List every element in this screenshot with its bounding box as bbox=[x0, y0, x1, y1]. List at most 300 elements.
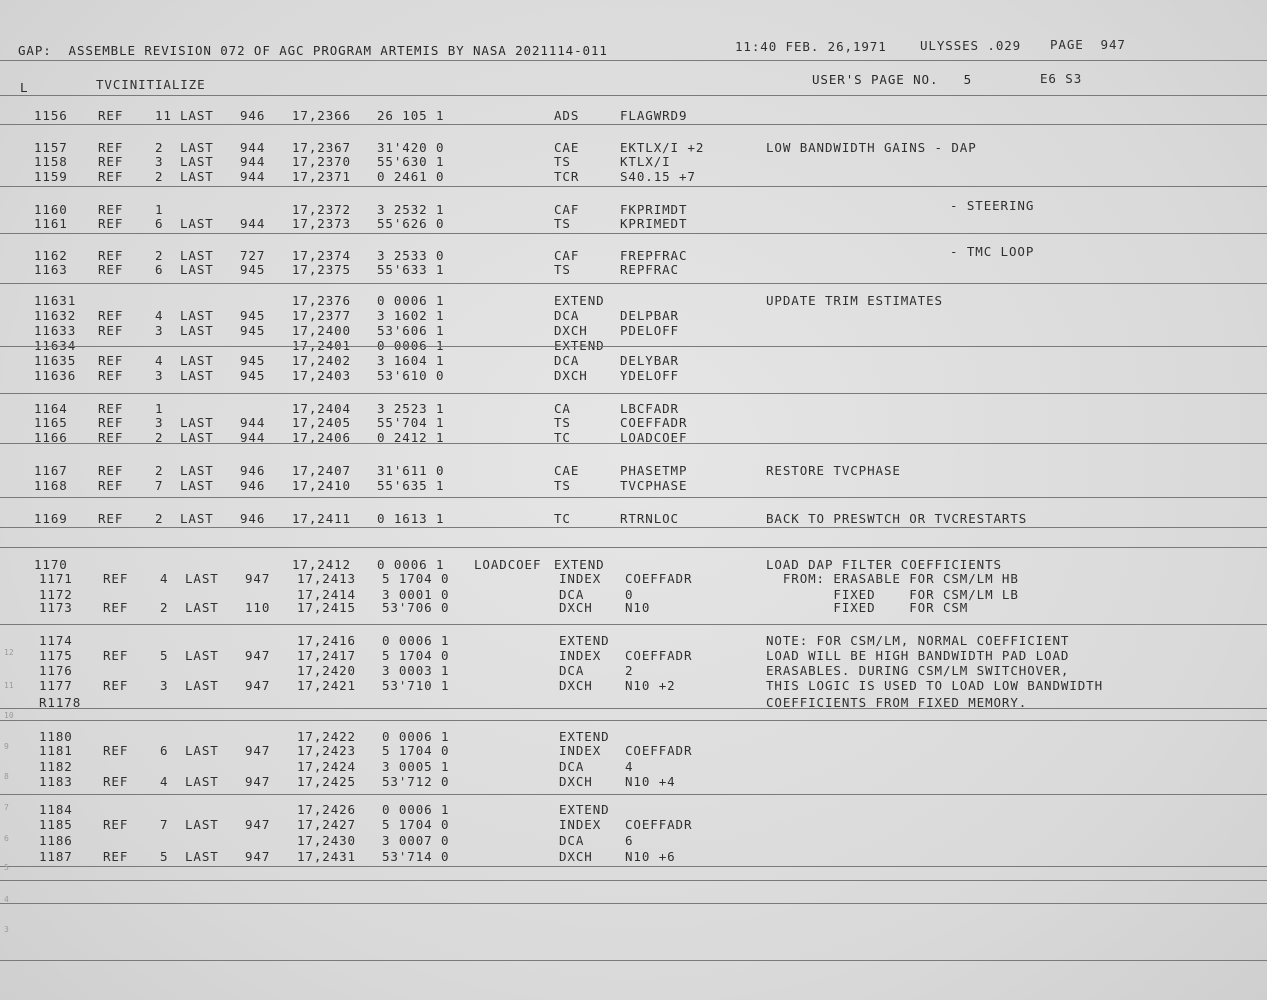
row-operand: N10 +6 bbox=[625, 849, 676, 864]
row-line: 1170 bbox=[34, 557, 68, 572]
row-comment: RESTORE TVCPHASE bbox=[766, 463, 901, 478]
row-op: INDEX bbox=[559, 743, 602, 758]
row-ref: REF bbox=[103, 600, 129, 615]
row-operand: KTLX/I bbox=[620, 154, 671, 169]
row-op: TC bbox=[554, 430, 571, 445]
ruled-line bbox=[0, 866, 1267, 867]
margin-mark: 8 bbox=[4, 772, 9, 781]
row-op: TS bbox=[554, 262, 571, 277]
header-title: GAP: ASSEMBLE REVISION 072 OF AGC PROGRAM ARTEMIS BY NASA 2021114-011 bbox=[18, 43, 608, 58]
row-op: EXTEND bbox=[559, 729, 610, 744]
row-comment: BACK TO PRESWTCH OR TVCRESTARTS bbox=[766, 511, 1028, 526]
row-code: 5 1704 0 bbox=[382, 571, 450, 586]
row-comment: LOW BANDWIDTH GAINS - DAP bbox=[766, 140, 977, 155]
row-last: LAST bbox=[180, 478, 214, 493]
row-last: LAST bbox=[180, 463, 214, 478]
ruled-line bbox=[0, 960, 1267, 961]
row-operand: KPRIMEDT bbox=[620, 216, 688, 231]
row-comment: - TMC LOOP bbox=[950, 244, 1035, 259]
row-last: LAST bbox=[185, 849, 219, 864]
row-last: LAST bbox=[180, 262, 214, 277]
row-lastno: 947 bbox=[245, 817, 271, 832]
row-operand: RTRNLOC bbox=[620, 511, 679, 526]
row-last: LAST bbox=[185, 648, 219, 663]
row-ref: REF bbox=[98, 202, 124, 217]
row-ref: REF bbox=[103, 678, 129, 693]
row-addr: 17,2372 bbox=[292, 202, 351, 217]
row-refno: 4 bbox=[155, 353, 164, 368]
row-line: 11635 bbox=[34, 353, 77, 368]
ruled-line bbox=[0, 283, 1267, 284]
row-comment: - STEERING bbox=[950, 198, 1035, 213]
row-op: EXTEND bbox=[554, 338, 605, 353]
row-line: 1186 bbox=[39, 833, 73, 848]
row-code: 0 0006 1 bbox=[377, 557, 445, 572]
row-operand: FREPFRAC bbox=[620, 248, 688, 263]
row-code: 5 1704 0 bbox=[382, 817, 450, 832]
ruled-line bbox=[0, 186, 1267, 187]
row-code: 53'610 0 bbox=[377, 368, 445, 383]
row-operand: N10 bbox=[625, 600, 651, 615]
row-operand: LOADCOEF bbox=[620, 430, 688, 445]
row-line: 1175 bbox=[39, 648, 73, 663]
row-lastno: 945 bbox=[240, 368, 266, 383]
row-last: LAST bbox=[185, 678, 219, 693]
row-lastno: 947 bbox=[245, 743, 271, 758]
row-op: CA bbox=[554, 401, 571, 416]
row-op: TCR bbox=[554, 169, 580, 184]
row-last: LAST bbox=[185, 571, 219, 586]
row-refno: 2 bbox=[160, 600, 169, 615]
row-code: 3 2523 1 bbox=[377, 401, 445, 416]
row-comment: THIS LOGIC IS USED TO LOAD LOW BANDWIDTH bbox=[766, 678, 1104, 693]
ruled-line bbox=[0, 903, 1267, 904]
row-lastno: 947 bbox=[245, 648, 271, 663]
margin-mark: 12 bbox=[4, 648, 14, 657]
row-lastno: 944 bbox=[240, 415, 266, 430]
row-last: LAST bbox=[180, 248, 214, 263]
row-line: 1166 bbox=[34, 430, 68, 445]
row-line: 1187 bbox=[39, 849, 73, 864]
row-comment: LOAD WILL BE HIGH BANDWIDTH PAD LOAD bbox=[766, 648, 1070, 663]
row-operand: 6 bbox=[625, 833, 634, 848]
row-line: 1159 bbox=[34, 169, 68, 184]
row-addr: 17,2411 bbox=[292, 511, 351, 526]
row-line: 1165 bbox=[34, 415, 68, 430]
row-line: 11634 bbox=[34, 338, 77, 353]
row-ref: REF bbox=[98, 248, 124, 263]
row-ref: REF bbox=[98, 415, 124, 430]
row-addr: 17,2374 bbox=[292, 248, 351, 263]
row-op: CAF bbox=[554, 248, 580, 263]
row-last: LAST bbox=[180, 108, 214, 123]
row-refno: 7 bbox=[155, 478, 164, 493]
row-ref: REF bbox=[98, 368, 124, 383]
row-line: 1167 bbox=[34, 463, 68, 478]
row-code: 3 0003 1 bbox=[382, 663, 450, 678]
row-line: 1183 bbox=[39, 774, 73, 789]
row-lastno: 945 bbox=[240, 308, 266, 323]
row-ref: REF bbox=[103, 849, 129, 864]
row-op: DXCH bbox=[559, 678, 593, 693]
row-line: 1181 bbox=[39, 743, 73, 758]
row-code: 0 0006 1 bbox=[377, 338, 445, 353]
row-refno: 6 bbox=[155, 262, 164, 277]
row-ref: REF bbox=[98, 154, 124, 169]
row-ref: REF bbox=[98, 401, 124, 416]
row-line: 1172 bbox=[39, 587, 73, 602]
row-refno: 1 bbox=[155, 202, 164, 217]
row-operand: YDELOFF bbox=[620, 368, 679, 383]
row-operand: COEFFADR bbox=[625, 817, 693, 832]
ruled-line bbox=[0, 346, 1267, 347]
header-timestamp: 11:40 FEB. 26,1971 bbox=[735, 39, 887, 54]
row-refno: 3 bbox=[160, 678, 169, 693]
row-code: 53'706 0 bbox=[382, 600, 450, 615]
row-addr: 17,2405 bbox=[292, 415, 351, 430]
row-addr: 17,2375 bbox=[292, 262, 351, 277]
row-lastno: 944 bbox=[240, 154, 266, 169]
row-lastno: 946 bbox=[240, 511, 266, 526]
row-addr: 17,2367 bbox=[292, 140, 351, 155]
row-refno: 5 bbox=[160, 648, 169, 663]
row-op: CAF bbox=[554, 202, 580, 217]
row-addr: 17,2401 bbox=[292, 338, 351, 353]
row-code: 55'635 1 bbox=[377, 478, 445, 493]
ruled-line bbox=[0, 443, 1267, 444]
row-code: 55'633 1 bbox=[377, 262, 445, 277]
row-refno: 7 bbox=[160, 817, 169, 832]
row-refno: 4 bbox=[160, 774, 169, 789]
ruled-line bbox=[0, 708, 1267, 709]
row-ref: REF bbox=[98, 430, 124, 445]
row-line: 1161 bbox=[34, 216, 68, 231]
row-line: 1169 bbox=[34, 511, 68, 526]
user-page-number: USER'S PAGE NO. 5 bbox=[812, 72, 973, 87]
row-comment: ERASABLES. DURING CSM/LM SWITCHOVER, bbox=[766, 663, 1070, 678]
row-op: EXTEND bbox=[554, 557, 605, 572]
row-operand: TVCPHASE bbox=[620, 478, 688, 493]
row-operand: REPFRAC bbox=[620, 262, 679, 277]
row-refno: 6 bbox=[155, 216, 164, 231]
row-lastno: 945 bbox=[240, 353, 266, 368]
row-op: DXCH bbox=[559, 849, 593, 864]
row-addr: 17,2422 bbox=[297, 729, 356, 744]
row-refno: 2 bbox=[155, 463, 164, 478]
row-ref: REF bbox=[98, 308, 124, 323]
row-addr: 17,2423 bbox=[297, 743, 356, 758]
routine-title: TVCINITIALIZE bbox=[96, 77, 206, 92]
row-addr: 17,2376 bbox=[292, 293, 351, 308]
row-code: 3 2532 1 bbox=[377, 202, 445, 217]
row-lastno: 946 bbox=[240, 478, 266, 493]
margin-mark: 9 bbox=[4, 742, 9, 751]
row-line: 1160 bbox=[34, 202, 68, 217]
row-lastno: 945 bbox=[240, 262, 266, 277]
row-op: EXTEND bbox=[559, 633, 610, 648]
row-refno: 4 bbox=[155, 308, 164, 323]
row-addr: 17,2424 bbox=[297, 759, 356, 774]
row-ref: REF bbox=[103, 743, 129, 758]
row-refno: 2 bbox=[155, 430, 164, 445]
row-line: 1174 bbox=[39, 633, 73, 648]
ruled-line bbox=[0, 233, 1267, 234]
row-line: R1178 bbox=[39, 695, 82, 710]
row-addr: 17,2417 bbox=[297, 648, 356, 663]
row-code: 0 2461 0 bbox=[377, 169, 445, 184]
ruled-line bbox=[0, 527, 1267, 528]
margin-mark: 7 bbox=[4, 803, 9, 812]
row-code: 3 2533 0 bbox=[377, 248, 445, 263]
row-op: TC bbox=[554, 511, 571, 526]
row-line: 1182 bbox=[39, 759, 73, 774]
row-addr: 17,2406 bbox=[292, 430, 351, 445]
row-addr: 17,2416 bbox=[297, 633, 356, 648]
row-lastno: 947 bbox=[245, 571, 271, 586]
ruled-line bbox=[0, 95, 1267, 96]
row-addr: 17,2366 bbox=[292, 108, 351, 123]
row-lastno: 947 bbox=[245, 849, 271, 864]
row-lastno: 944 bbox=[240, 216, 266, 231]
row-op: DCA bbox=[559, 587, 585, 602]
margin-mark: 4 bbox=[4, 895, 9, 904]
row-lastno: 944 bbox=[240, 169, 266, 184]
row-lastno: 945 bbox=[240, 323, 266, 338]
row-op: TS bbox=[554, 216, 571, 231]
row-code: 55'630 1 bbox=[377, 154, 445, 169]
row-ref: REF bbox=[98, 262, 124, 277]
row-addr: 17,2431 bbox=[297, 849, 356, 864]
row-code: 53'710 1 bbox=[382, 678, 450, 693]
row-last: LAST bbox=[180, 323, 214, 338]
row-comment: FROM: ERASABLE FOR CSM/LM HB bbox=[766, 571, 1019, 586]
row-op: DCA bbox=[559, 663, 585, 678]
row-op: DCA bbox=[559, 759, 585, 774]
row-code: 53'714 0 bbox=[382, 849, 450, 864]
row-operand: COEFFADR bbox=[625, 571, 693, 586]
row-addr: 17,2421 bbox=[297, 678, 356, 693]
row-addr: 17,2402 bbox=[292, 353, 351, 368]
row-addr: 17,2414 bbox=[297, 587, 356, 602]
header-page-number: PAGE 947 bbox=[1050, 37, 1126, 52]
row-last: LAST bbox=[180, 216, 214, 231]
row-last: LAST bbox=[180, 415, 214, 430]
row-op: DXCH bbox=[554, 323, 588, 338]
row-op: CAE bbox=[554, 140, 580, 155]
row-code: 3 1602 1 bbox=[377, 308, 445, 323]
row-addr: 17,2400 bbox=[292, 323, 351, 338]
row-refno: 5 bbox=[160, 849, 169, 864]
row-addr: 17,2404 bbox=[292, 401, 351, 416]
row-ref: REF bbox=[98, 108, 124, 123]
row-line: 1180 bbox=[39, 729, 73, 744]
row-code: 3 0005 1 bbox=[382, 759, 450, 774]
row-refno: 2 bbox=[155, 248, 164, 263]
row-refno: 3 bbox=[155, 415, 164, 430]
row-last: LAST bbox=[180, 140, 214, 155]
row-op: INDEX bbox=[559, 648, 602, 663]
row-addr: 17,2371 bbox=[292, 169, 351, 184]
row-code: 0 2412 1 bbox=[377, 430, 445, 445]
row-lastno: 946 bbox=[240, 463, 266, 478]
row-operand: EKTLX/I +2 bbox=[620, 140, 705, 155]
row-comment: COEFFICIENTS FROM FIXED MEMORY. bbox=[766, 695, 1028, 710]
ruled-line bbox=[0, 547, 1267, 548]
row-op: EXTEND bbox=[559, 802, 610, 817]
row-last: LAST bbox=[180, 154, 214, 169]
row-addr: 17,2412 bbox=[292, 557, 351, 572]
row-code: 55'704 1 bbox=[377, 415, 445, 430]
row-line: 1185 bbox=[39, 817, 73, 832]
row-lastno: 947 bbox=[245, 774, 271, 789]
row-addr: 17,2407 bbox=[292, 463, 351, 478]
row-code: 3 0007 0 bbox=[382, 833, 450, 848]
row-addr: 17,2427 bbox=[297, 817, 356, 832]
row-addr: 17,2370 bbox=[292, 154, 351, 169]
row-operand: DELYBAR bbox=[620, 353, 679, 368]
row-line: 1184 bbox=[39, 802, 73, 817]
margin-mark: 10 bbox=[4, 711, 14, 720]
row-last: LAST bbox=[180, 169, 214, 184]
row-ref: REF bbox=[98, 463, 124, 478]
row-comment: NOTE: FOR CSM/LM, NORMAL COEFFICIENT bbox=[766, 633, 1070, 648]
ruled-line bbox=[0, 624, 1267, 625]
row-refno: 4 bbox=[160, 571, 169, 586]
row-last: LAST bbox=[185, 600, 219, 615]
row-comment: FIXED FOR CSM/LM LB bbox=[766, 587, 1019, 602]
row-code: 31'611 0 bbox=[377, 463, 445, 478]
row-code: 55'626 0 bbox=[377, 216, 445, 231]
row-op: TS bbox=[554, 154, 571, 169]
row-refno: 1 bbox=[155, 401, 164, 416]
row-lastno: 944 bbox=[240, 430, 266, 445]
row-line: 1157 bbox=[34, 140, 68, 155]
row-line: 11631 bbox=[34, 293, 77, 308]
row-operand: PHASETMP bbox=[620, 463, 688, 478]
row-lastno: 947 bbox=[245, 678, 271, 693]
row-refno: 3 bbox=[155, 154, 164, 169]
row-last: LAST bbox=[185, 743, 219, 758]
row-refno: 11 bbox=[155, 108, 172, 123]
row-ref: REF bbox=[98, 140, 124, 155]
row-refno: 3 bbox=[155, 368, 164, 383]
row-comment: UPDATE TRIM ESTIMATES bbox=[766, 293, 943, 308]
row-addr: 17,2426 bbox=[297, 802, 356, 817]
row-ref: REF bbox=[98, 478, 124, 493]
row-code: 0 1613 1 bbox=[377, 511, 445, 526]
row-code: 3 1604 1 bbox=[377, 353, 445, 368]
row-code: 53'606 1 bbox=[377, 323, 445, 338]
row-ref: REF bbox=[98, 169, 124, 184]
row-ref: REF bbox=[98, 511, 124, 526]
row-ref: REF bbox=[103, 817, 129, 832]
row-line: 11636 bbox=[34, 368, 77, 383]
row-ref: REF bbox=[103, 648, 129, 663]
header-ulysses: ULYSSES .029 bbox=[920, 38, 1022, 53]
row-op: TS bbox=[554, 478, 571, 493]
row-addr: 17,2410 bbox=[292, 478, 351, 493]
row-operand: S40.15 +7 bbox=[620, 169, 696, 184]
row-lastno: 946 bbox=[240, 108, 266, 123]
row-line: 1177 bbox=[39, 678, 73, 693]
row-code: 53'712 0 bbox=[382, 774, 450, 789]
row-addr: 17,2430 bbox=[297, 833, 356, 848]
row-code: 0 0006 1 bbox=[377, 293, 445, 308]
margin-mark: 5 bbox=[4, 863, 9, 872]
margin-mark: 3 bbox=[4, 925, 9, 934]
row-operand: N10 +2 bbox=[625, 678, 676, 693]
row-op: TS bbox=[554, 415, 571, 430]
row-line: 1171 bbox=[39, 571, 73, 586]
row-lastno: 944 bbox=[240, 140, 266, 155]
row-last: LAST bbox=[185, 817, 219, 832]
row-operand: COEFFADR bbox=[625, 743, 693, 758]
ruled-line bbox=[0, 60, 1267, 61]
row-operand: PDELOFF bbox=[620, 323, 679, 338]
row-line: 1158 bbox=[34, 154, 68, 169]
row-refno: 2 bbox=[155, 140, 164, 155]
row-code: 0 0006 1 bbox=[382, 633, 450, 648]
row-op: DCA bbox=[554, 308, 580, 323]
row-line: 1176 bbox=[39, 663, 73, 678]
row-operand: LBCFADR bbox=[620, 401, 679, 416]
row-ref: REF bbox=[98, 216, 124, 231]
row-last: LAST bbox=[180, 368, 214, 383]
row-line: 1173 bbox=[39, 600, 73, 615]
row-ref: REF bbox=[98, 323, 124, 338]
row-ref: REF bbox=[103, 571, 129, 586]
sheet-code: E6 S3 bbox=[1040, 71, 1083, 86]
row-last: LAST bbox=[180, 353, 214, 368]
row-label: LOADCOEF bbox=[474, 557, 542, 572]
row-op: CAE bbox=[554, 463, 580, 478]
row-op: DCA bbox=[554, 353, 580, 368]
row-code: 5 1704 0 bbox=[382, 648, 450, 663]
row-addr: 17,2415 bbox=[297, 600, 356, 615]
row-addr: 17,2420 bbox=[297, 663, 356, 678]
row-op: ADS bbox=[554, 108, 580, 123]
margin-mark: 11 bbox=[4, 681, 14, 690]
row-addr: 17,2413 bbox=[297, 571, 356, 586]
row-op: DXCH bbox=[554, 368, 588, 383]
row-code: 26 105 1 bbox=[377, 108, 445, 123]
row-comment: LOAD DAP FILTER COEFFICIENTS bbox=[766, 557, 1002, 572]
margin-mark: 6 bbox=[4, 834, 9, 843]
row-operand: FLAGWRD9 bbox=[620, 108, 688, 123]
row-op: EXTEND bbox=[554, 293, 605, 308]
row-op: DCA bbox=[559, 833, 585, 848]
row-refno: 2 bbox=[155, 511, 164, 526]
ruled-line bbox=[0, 880, 1267, 881]
row-addr: 17,2425 bbox=[297, 774, 356, 789]
row-ref: REF bbox=[98, 353, 124, 368]
row-comment: FIXED FOR CSM bbox=[766, 600, 969, 615]
subheader-mark: L bbox=[20, 80, 29, 95]
row-line: 1162 bbox=[34, 248, 68, 263]
row-line: 1163 bbox=[34, 262, 68, 277]
row-op: INDEX bbox=[559, 817, 602, 832]
row-lastno: 727 bbox=[240, 248, 266, 263]
row-last: LAST bbox=[180, 308, 214, 323]
ruled-line bbox=[0, 124, 1267, 125]
row-operand: COEFFADR bbox=[620, 415, 688, 430]
ruled-line bbox=[0, 497, 1267, 498]
row-operand: COEFFADR bbox=[625, 648, 693, 663]
row-line: 11633 bbox=[34, 323, 77, 338]
ruled-line bbox=[0, 794, 1267, 795]
row-line: 1156 bbox=[34, 108, 68, 123]
row-refno: 3 bbox=[155, 323, 164, 338]
